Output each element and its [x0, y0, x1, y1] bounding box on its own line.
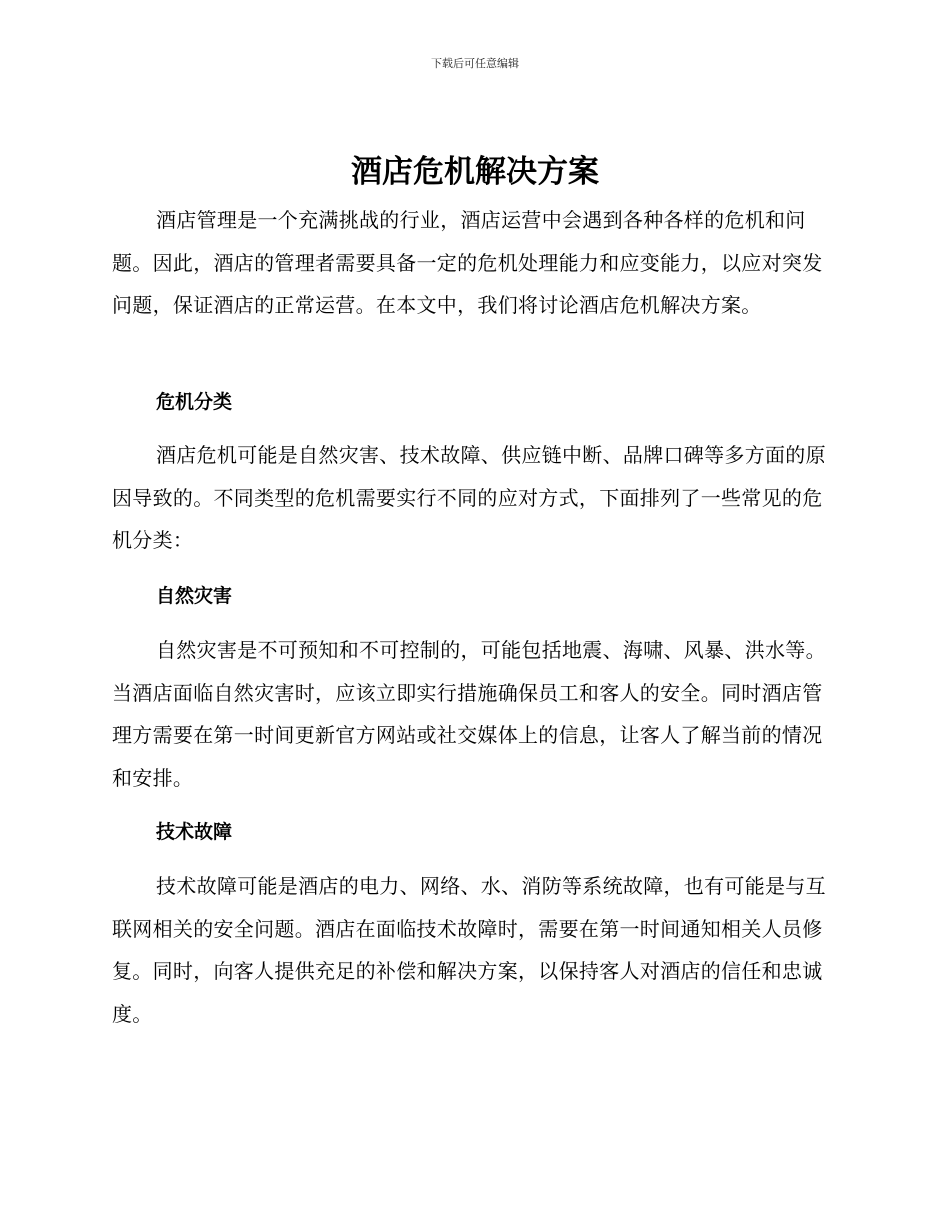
intro-paragraph: 酒店管理是一个充满挑战的行业，酒店运营中会遇到各种各样的危机和问题。因此，酒店的管理者需要具备一定的危机处理能力和应变能力，以应对突发问题，保证酒店的正常运营。在本文中，我们将讨论酒店危机解决方案。 [112, 208, 823, 317]
natural-disasters-paragraph: 自然灾害是不可预知和不可控制的，可能包括地震、海啸、风暴、洪水等。当酒店面临自然灾害时，应该立即实行措施确保员工和客人的安全。同时酒店管理方需要在第一时间更新官方网站或社交媒体上的信息，让客人了解当前的情况和安排。 [112, 638, 826, 790]
section-heading-technical-failures: 技术故障 [156, 821, 233, 843]
document-title: 酒店危机解决方案 [351, 154, 599, 190]
header-note: 下载后可任意编辑 [431, 57, 519, 70]
section-heading-natural-disasters: 自然灾害 [156, 585, 233, 607]
crisis-categories-paragraph: 酒店危机可能是自然灾害、技术故障、供应链中断、品牌口碑等多方面的原因导致的。不同类型的危机需要实行不同的应对方式，下面排列了一些常见的危机分类： [112, 443, 826, 552]
technical-failures-paragraph: 技术故障可能是酒店的电力、网络、水、消防等系统故障，也有可能是与互联网相关的安全问题。酒店在面临技术故障时，需要在第一时间通知相关人员修复。同时，向客人提供充足的补偿和解决方案，以保持客人对酒店的信任和忠诚度。 [112, 874, 826, 1026]
section-heading-crisis-categories: 危机分类 [156, 391, 233, 413]
